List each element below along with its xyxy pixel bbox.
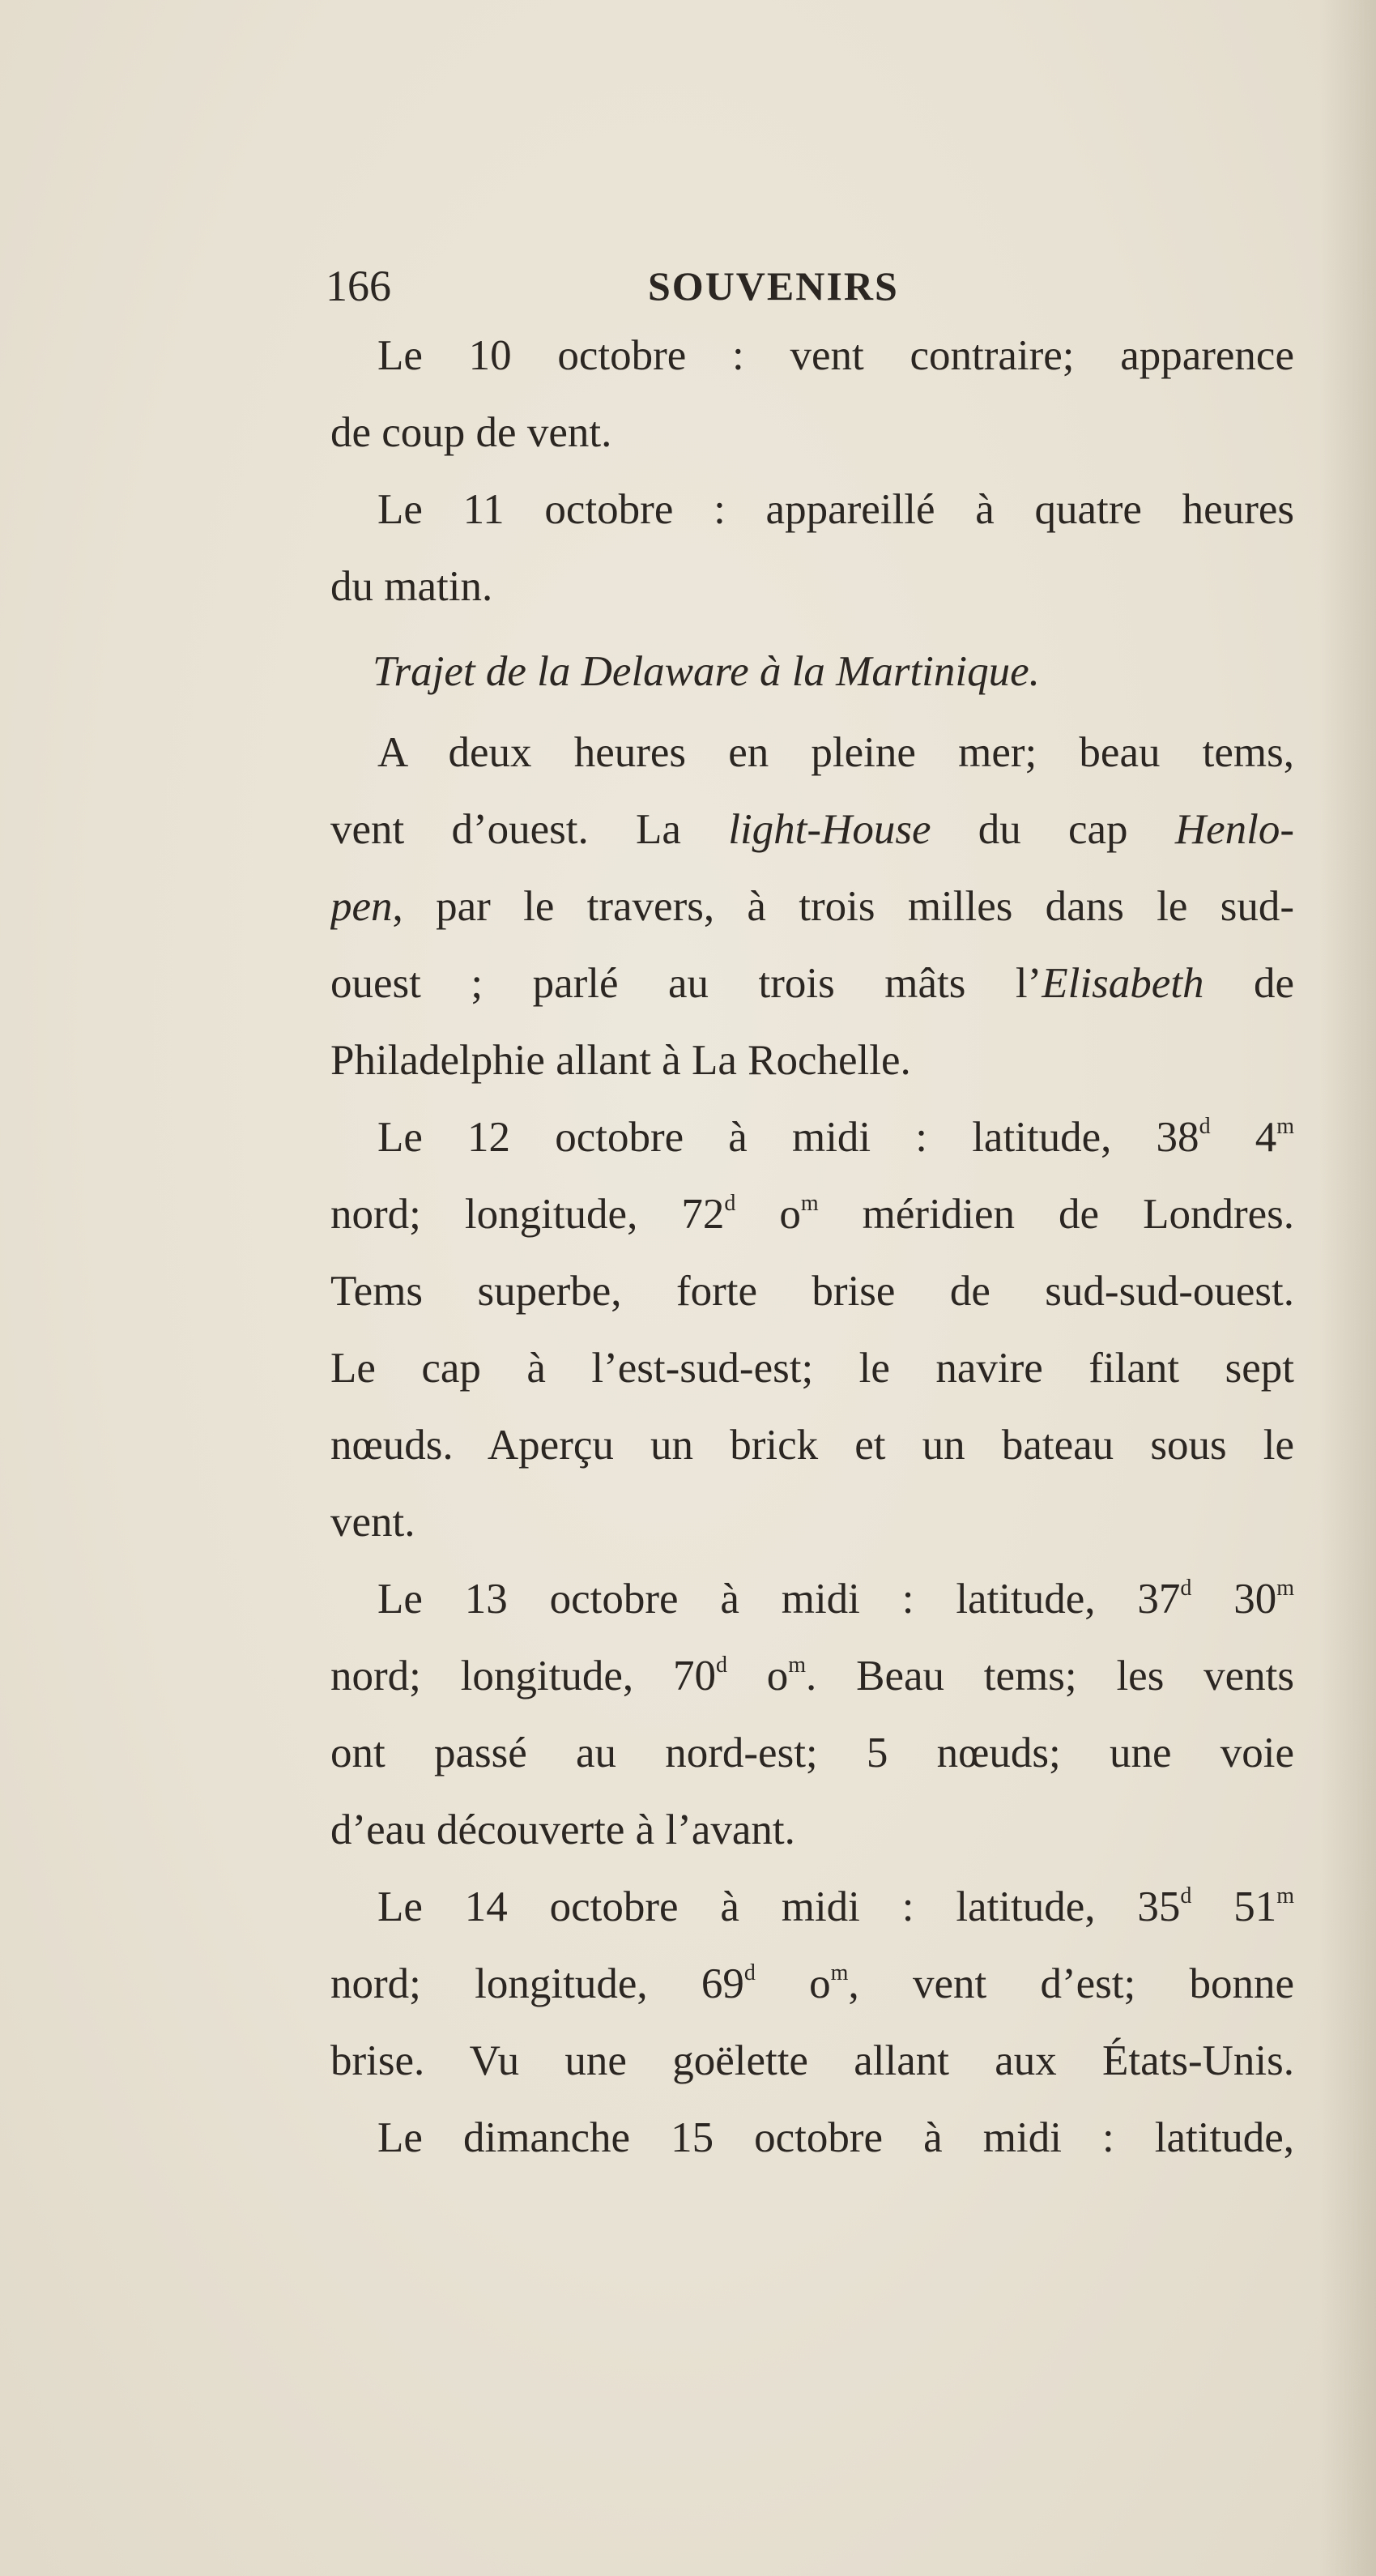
text-line: ont passé au nord-est; 5 nœuds; une voie xyxy=(330,1729,1294,1776)
text-line: du matin. xyxy=(330,563,493,610)
text-line: nord; longitude, 72$^d$ $o^m$ méridien de Londres. xyxy=(330,1191,1294,1238)
text-line: nord; longitude, 70$^d$ $o^m$. Beau tems; les vents xyxy=(330,1653,1294,1700)
text-line: vent. xyxy=(330,1499,415,1546)
text-line: Tems superbe, forte brise de sud-sud-ouest. xyxy=(330,1268,1294,1315)
page-header xyxy=(326,258,1297,314)
text-line: nœuds. Aperçu un brick et un bateau sous le xyxy=(330,1422,1294,1469)
text-line: Philadelphie allant à La Rochelle. xyxy=(330,1037,911,1084)
text-line: A deux heures en pleine mer; beau tems, xyxy=(377,729,1294,776)
text-line: vent d’ouest. La light-House du cap Henlo- xyxy=(330,806,1294,853)
text-line: brise. Vu une goëlette allant aux États-Unis. xyxy=(330,2037,1294,2084)
text-line: Le 11 octobre : appareillé à quatre heures xyxy=(377,486,1294,533)
text-line: Le 12 octobre à midi : latitude, 38$^d$ 4$^m$ xyxy=(377,1114,1294,1161)
text-line: pen, par le travers, à trois milles dans le sud- xyxy=(330,883,1294,930)
text-line: nord; longitude, 69$^d$ $o^m$, vent d’est; bonne xyxy=(330,1960,1294,2007)
text-line: d’eau découverte à l’avant. xyxy=(330,1806,795,1853)
section-heading: Trajet de la Delaware à la Martinique. xyxy=(373,648,1040,695)
text-line: Le dimanche 15 octobre à midi : latitude, xyxy=(377,2114,1294,2161)
running-title: SOUVENIRS xyxy=(648,263,899,309)
text-line: Le 14 octobre à midi : latitude, 35$^d$ 51$^m$ xyxy=(377,1883,1294,1930)
text-line: Le 10 octobre : vent contraire; apparence xyxy=(377,332,1294,379)
text-line: de coup de vent. xyxy=(330,409,612,456)
text-line: Le cap à l’est-sud-est; le navire filant sept xyxy=(330,1345,1294,1392)
text-line: ouest ; parlé au trois mâts l’Elisabeth de xyxy=(330,960,1294,1007)
text-line: Le 13 octobre à midi : latitude, 37$^d$ 30$^m$ xyxy=(377,1576,1294,1623)
page-number: 166 xyxy=(326,262,391,310)
